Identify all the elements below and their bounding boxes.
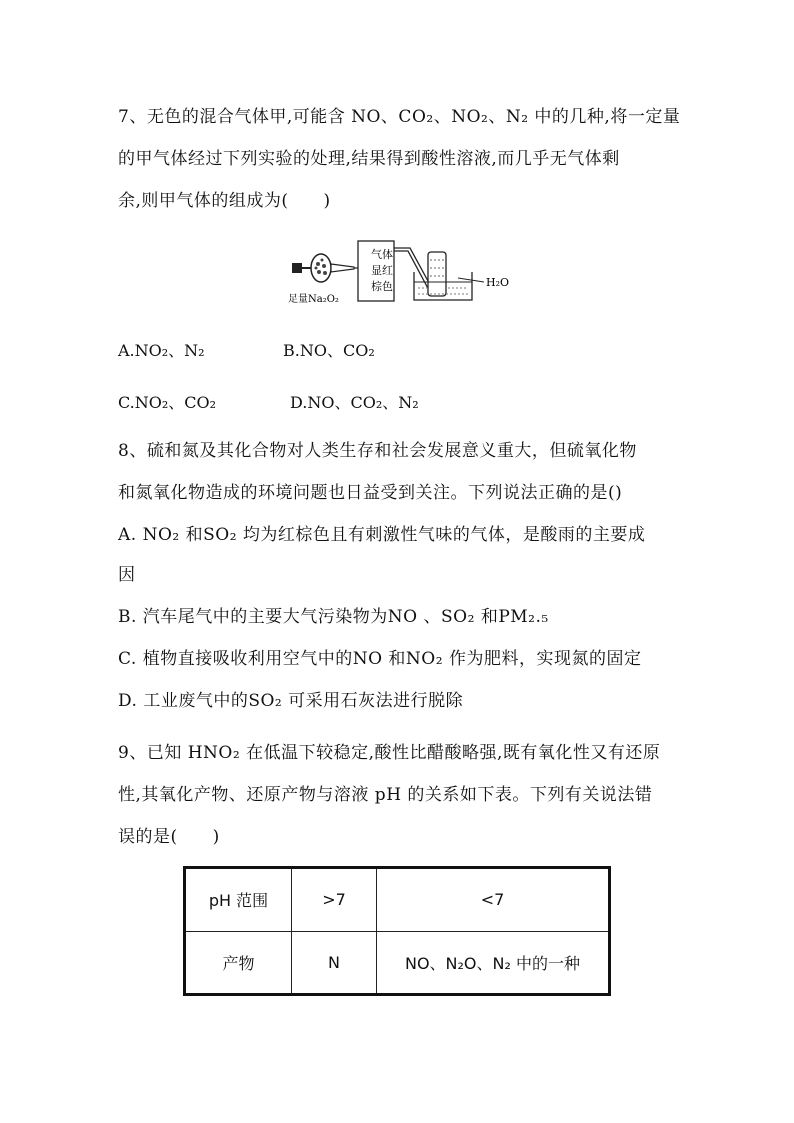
- table-cell-product-label: 产物: [185, 931, 292, 995]
- q8-option-a-line-2: 因: [118, 565, 136, 585]
- table-cell-product-lt7: NO、N₂O、N₂ 中的一种: [377, 931, 610, 995]
- q7-line-3: 余,则甲气体的组成为( ): [118, 191, 331, 211]
- reagent-label: 足量Na₂O₂: [288, 294, 339, 305]
- q8-line-2: 和氮氧化物造成的环境问题也日益受到关注。下列说法正确的是(): [118, 483, 623, 503]
- table-cell-product-gt7: N: [292, 931, 377, 995]
- q7-option-a: A.NO₂、N₂: [118, 341, 205, 360]
- box-text-2: 显红: [371, 264, 393, 277]
- q7-line-1: 7、无色的混合气体甲,可能含 NO、CO₂、NO₂、N₂ 中的几种,将一定量: [118, 107, 681, 127]
- box-text-3: 棕色: [371, 280, 393, 293]
- box-text-1: 气体: [371, 248, 393, 261]
- q8-option-d: D. 工业废气中的SO₂ 可采用石灰法进行脱除: [118, 691, 464, 711]
- water-label: H₂O: [486, 276, 510, 289]
- table-cell-ph-lt7: <7: [377, 868, 610, 932]
- q8-line-1: 8、硫和氮及其化合物对人类生存和社会发展意义重大，但硫氧化物: [118, 441, 637, 461]
- drying-tube: [311, 254, 331, 282]
- q7-option-c: C.NO₂、CO₂: [118, 393, 217, 412]
- q7-line-2: 的甲气体经过下列实验的处理,结果得到酸性溶液,而几乎无气体剩: [118, 149, 620, 169]
- q8-option-c: C. 植物直接吸收利用空气中的NO 和NO₂ 作为肥料，实现氮的固定: [118, 649, 642, 669]
- q9-line-3: 误的是( ): [118, 827, 220, 847]
- q8-option-b: B. 汽车尾气中的主要大气污染物为NO 、SO₂ 和PM₂.₅: [118, 607, 549, 627]
- apparatus-drawing: [288, 238, 528, 310]
- inlet-stopper: [292, 263, 302, 273]
- q9-line-2: 性,其氧化产物、还原产物与溶液 pH 的关系如下表。下列有关说法错: [118, 785, 653, 805]
- q7-option-d: D.NO、CO₂、N₂: [290, 393, 419, 412]
- ph-product-table: [183, 866, 611, 996]
- table-row: [185, 931, 610, 995]
- table-row: [185, 868, 610, 932]
- q7-option-b: B.NO、CO₂: [283, 341, 375, 360]
- experiment-apparatus-diagram: [288, 238, 528, 314]
- q9-line-1: 9、已知 HNO₂ 在低温下较稳定,酸性比醋酸略强,既有氧化性又有还原: [118, 743, 661, 763]
- q8-option-a-line-1: A. NO₂ 和SO₂ 均为红棕色且有刺激性气味的气体，是酸雨的主要成: [118, 525, 646, 545]
- collection-tube: [428, 252, 446, 296]
- table-cell-ph-range-label: pH 范围: [185, 868, 292, 932]
- table-cell-ph-gt7: >7: [292, 868, 377, 932]
